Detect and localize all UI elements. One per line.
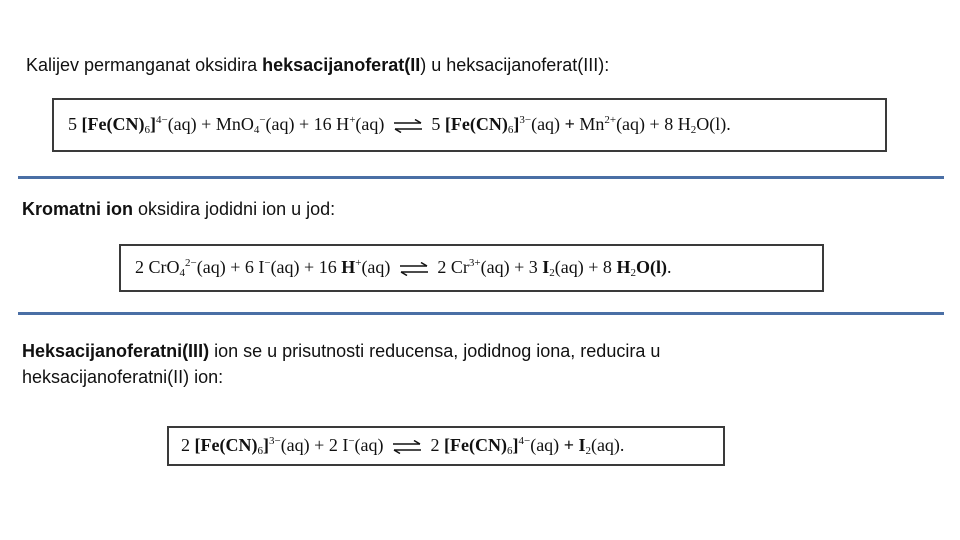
intro-3-line2: heksacijanoferatni(II) ion:	[22, 367, 224, 387]
intro-3-post: ion se u prisutnosti reducensa, jodidnog iona, reducira u	[209, 341, 661, 361]
intro-1-pre: Kalijev permanganat oksidira	[26, 55, 263, 75]
intro-1-bold: heksacijanoferat(II	[262, 55, 421, 75]
equation-box-3	[167, 426, 725, 466]
equation-1: 5 $[Fe(CN)_6]^{4-}(aq) + MnO_4^-(aq) + 16$ H+(aq) 5 $[Fe(CN)_6]^{3-}(aq) + Mn^{2+}(aq) + 8$ $H_2O(l)$.	[68, 114, 731, 136]
equation-box-1	[52, 98, 887, 152]
equation-3: 2 $[Fe(CN)_6]^{3-}(aq) + 2$ I−(aq) 2 $[Fe(CN)_6]^{4-}(aq) + I_2(aq)$.	[181, 435, 625, 457]
intro-2-post: oksidira jodidni ion u jod:	[133, 199, 336, 219]
intro-3-bold: Heksacijanoferatni(III)	[22, 341, 210, 361]
equilibrium-arrow-icon	[399, 262, 429, 276]
intro-text-2	[22, 196, 335, 222]
equation-box-2	[119, 244, 824, 292]
intro-1-post: ) u heksacijanoferat(III):	[420, 55, 610, 75]
equation-2: 2 CrO$_4^{2-}$(aq) + 6 I−(aq) + 16 H+(aq) 2 $Cr^{3+}(aq) + 3$ $I_2(aq) + 8$ $H_2O(l)$.	[135, 257, 672, 279]
intro-2-bold: Kromatni ion	[22, 199, 133, 219]
divider-1	[18, 176, 944, 179]
equilibrium-arrow-icon	[393, 119, 423, 133]
intro-text-3	[22, 338, 922, 390]
divider-2	[18, 312, 944, 315]
equilibrium-arrow-icon	[392, 440, 422, 454]
intro-text-1	[26, 52, 609, 78]
